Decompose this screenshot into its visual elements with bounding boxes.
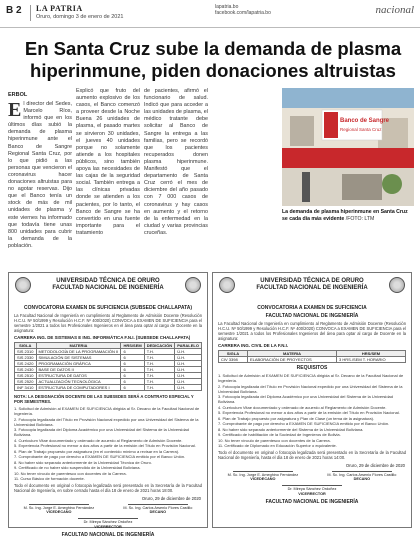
ad-career: CARRERA ING. CIVIL DE LA F.N.I. — [218, 343, 289, 349]
table-cell: Ú.H. — [175, 361, 202, 367]
table-cell: T.H. — [144, 355, 174, 361]
list-item: 3. Fotocopia legalizada del Diploma Académico por una Universidad del Sistema de la Universidad Boliviana. — [218, 394, 393, 405]
table-cell: INF 3410 — [15, 385, 37, 391]
ad-intro: La Facultad Nacional de Ingeniería en cumplimiento al Reglamento de Admisión Docente (Resolución H.C.U. Nº 50/1999 y Resolución H.C.F. Nº 400/2020) CONVOCA a EXAMEN DE SUFICIENCIA para el semestre 1/2021 a todos los Profesionales Ingenieros del área para optar al cargo de Docente en la asignatura: — [218, 321, 406, 342]
drop-cap: E — [8, 99, 22, 121]
list-item: 10. No tener vínculo de parentesco con docentes de la Carrera. — [218, 437, 331, 443]
ad-subtitle-2: FACULTAD NACIONAL DE INGENIERÍA — [265, 313, 359, 319]
signature-role: VICERRECTOR — [94, 524, 122, 529]
ad-university-name: UNIVERSIDAD TÉCNICA DE ORURO — [56, 278, 160, 284]
list-item: 4. Curriculum Vitae documentado y ordenado de acuerdo al Reglamento de Admisión Docente. — [14, 437, 183, 443]
article-photo — [282, 88, 414, 206]
ad-note: NOTA: LA DESIGNACIÓN DOCENTE DE LAS SUBSEDES SERÁ A CONTRATO ESPECIAL Y POR SEMESTRES. — [14, 394, 194, 405]
utno-ad-civil — [212, 272, 412, 528]
table-cell: SIS 2420 — [15, 361, 37, 367]
article-headline: En Santa Cruz sube la demanda de plasma hiperinmune, piden donaciones altruistas — [24, 38, 402, 81]
table-header-cell: MATERIA — [36, 343, 121, 349]
signature-name: Dr. Mireya Sánchez Ordoñez — [83, 520, 133, 525]
table-cell: 6 — [121, 379, 144, 385]
ad-date: Oruro, 29 de diciembre de 2020 — [345, 462, 405, 468]
table-cell: SIS 2510 — [15, 373, 37, 379]
newspaper-name: LA PATRIA — [36, 4, 83, 13]
table-cell: T.H. — [144, 385, 174, 391]
article-column-3: de pacientes, afirmó el funcionario de salud. Indicó que para acceder a las unidades de plasma, el médico tratante debe solicitar al Banco de Sangre la entrega a las familias, pero se recordó que los pacientes recuperados donen plasma hiperinmune. Manifestó que el departamento de Santa Cruz cerró el mes de diciembre del año pasado con 7 000 casos de coronavirus y hay casos en aumento y el retorno de la enfermedad en la ciudad y varias provincias cruceñas. — [144, 88, 208, 236]
list-item: 5. Experiencia Profesional no menor a dos años a partir de la emisión del Título en Provisión Nacional. — [14, 443, 196, 449]
page-number: B 2 — [6, 5, 22, 16]
list-item: 5. Experiencia Profesional no menor a dos años a partir de la emisión del Título en Provisión Nacional. — [218, 410, 400, 416]
signature-vicedecano — [24, 504, 95, 516]
signatures-bottom — [213, 485, 411, 497]
table-cell: Ú.H. — [175, 385, 202, 391]
list-item: 2. Fotocopia legalizada del Título en Provisión Nacional expedido por una Universidad del Sistema de la Universidad Boliviana. — [14, 416, 199, 427]
list-item: 11. Certificado de Diplomado en Educación Superior o equivalente. — [218, 443, 337, 449]
table-cell: SIS 2330 — [15, 355, 37, 361]
ad-footer: FACULTAD NACIONAL DE INGENIERÍA — [61, 531, 155, 538]
table-cell: ESTRUCTURA DE COMPUTADORES I — [36, 385, 121, 391]
photo-credit: /FOTO: LTM — [345, 215, 375, 222]
table-cell: Ú.H. — [175, 355, 202, 361]
table-cell: Ú.H. — [175, 349, 202, 355]
signatures — [9, 504, 207, 516]
list-item: 6. Plan de Trabajo propuesto por asignatura (en el contenido mínimo a revisar en la Carrera). — [14, 448, 180, 454]
table-header-cell: MATERIA — [247, 351, 336, 357]
signature-name: M. Sc. Ing. Carlos Arsenio Flores Castillo — [327, 472, 397, 477]
web-address[interactable]: lapatria.bo facebook.com/lapatria.bo — [215, 4, 271, 16]
list-item: 8. No haber sido separado anteriormente de la Universidad Técnica de Oruro. — [14, 459, 153, 465]
signature-name: M. Sc. Ing. Jorge E. Ameghino Fernández — [227, 472, 299, 477]
list-item: 6. Plan de Trabajo propuesto por asignatura y Plan de Clase (un tema de la asignatura). — [218, 415, 375, 421]
ad-career: CARRERA ING. DE SISTEMAS E ING. INFORMÁTICA F.N.I. (SUBSEDE CHALLAPATA) — [14, 335, 191, 341]
table-cell: 6 — [121, 349, 144, 355]
table-cell: SIS 2430 — [15, 367, 37, 373]
table-cell: Ú.H. — [175, 367, 202, 373]
ad-faculty-name: FACULTAD NACIONAL DE INGENIERÍA — [256, 285, 368, 291]
signature-vicedecano — [228, 471, 299, 483]
table-cell: SIS 2520 — [15, 379, 37, 385]
table-cell: T.H. — [144, 367, 174, 373]
list-item: 9. Certificado de habilitación de la Sociedad de Ingenieros de Bolivia. — [218, 432, 341, 438]
masthead-divider — [30, 5, 31, 21]
table-cell: ELABORACIÓN DE PROYECTOS — [247, 357, 336, 363]
list-item: 7. Comprobante de pago por derecho a EXAMEN DE SUFICIENCIA emitido por el Banco Unión. — [14, 454, 186, 460]
table-row — [219, 357, 406, 363]
table-cell: 3 HRS./SEM T. HORARIO — [337, 357, 406, 363]
list-item: 8. No haber sido separado anteriormente del Sistema de la Universidad Boliviana. — [218, 426, 364, 432]
signatures-bottom — [9, 518, 207, 530]
list-item: 7. Comprobante de pago por derecho a EXAMEN DE SUFICIENCIA emitido por el Banco Unión. — [218, 421, 390, 427]
ad-header — [9, 273, 207, 303]
table-header-cell: HRS/SEM — [121, 343, 144, 349]
table-header-cell: DEDICACIÓN — [144, 343, 174, 349]
signature-name: Dr. Mireya Sánchez Ordoñez — [287, 487, 337, 492]
blood-bank-photo-illustration — [282, 88, 414, 206]
subjects-table — [218, 350, 406, 363]
list-item: 4. Curriculum Vitae documentado y ordenado de acuerdo al Reglamento de Admisión Docente. — [218, 404, 387, 410]
list-item: 9. Certificado de no haber sido suspendido de la Universidad Boliviana. — [14, 465, 141, 471]
ad-subtitle: CONVOCATORIA EXAMEN DE SUFICIENCIA (SUBSEDE CHALLAPATA) — [23, 305, 193, 311]
ad-subtitle: CONVOCATORIA A EXAMEN DE SUFICIENCIA — [257, 305, 367, 311]
table-header-cell: HRS/SEM — [337, 351, 406, 357]
requirements-list — [14, 406, 202, 481]
table-cell: CIV 3398 — [219, 357, 248, 363]
table-cell: T.H. — [144, 361, 174, 367]
table-cell: 6 — [121, 355, 144, 361]
requirements-list — [218, 373, 406, 448]
table-cell: Ú.H. — [175, 373, 202, 379]
photo-caption-text: La demanda de plasma hiperinmune en Santa Cruz se cada día más evidente — [282, 209, 408, 222]
signature-decano — [123, 504, 192, 516]
signature-role: DECANO — [353, 477, 371, 482]
issue-date: Oruro, domingo 3 de enero de 2021 — [36, 14, 124, 20]
utno-ad-challapata — [8, 272, 208, 538]
ad-intro: La Facultad Nacional de Ingeniería en cumplimiento al Reglamento de Admisión Docente (Resolución H.C.U. Nº 50/1999 y Resolución H.C.F. Nº 400/2020) CONVOCA a EXAMEN DE SUFICIENCIA para el semestre 1/2021 a todos los Profesionales Ingenieros en el área para optar al cargo de Docente en la asignatura: — [14, 313, 202, 334]
list-item: 1. Solicitud de Admisión al EXAMEN DE SUFICIENCIA dirigida al Sr. Decano de la Facultad Nacional de Ingeniería. — [14, 406, 200, 417]
table-cell: BASE DE DATOS II — [36, 367, 121, 373]
signature-role: VICERRECTOR — [298, 491, 326, 496]
ad-closing: Todo el documento en original o fotocopia legalizada será presentado en la Secretaría de la Facultad Nacional de Ingeniería, en sobre cerrado hasta el día 18 de enero de 2021 horas 18:00. — [14, 483, 202, 494]
ad-faculty-name: FACULTAD NACIONAL DE INGENIERÍA — [52, 285, 164, 291]
article-column-1 — [8, 101, 72, 250]
list-item: 1. Solicitud de Admisión al EXAMEN DE SUFICIENCIA dirigida al Sr. Decano de la Facultad Nacional de Ingeniería. — [218, 373, 404, 384]
table-header-cell: SIGLA — [219, 351, 248, 357]
faculty-crest-icon — [185, 277, 201, 293]
signature-name: M. Sc. Ing. Carlos Arsenio Flores Castillo — [123, 505, 193, 510]
section-name: nacional — [375, 4, 414, 16]
ad-closing: Todo el documento en original o fotocopia legalizada será presentado en la Secretaría de la Facultad Nacional de Ingeniería, hasta el día 18 de enero de 2021 horas 14:00. — [218, 450, 406, 461]
signature-role: VICEDECANO — [46, 510, 72, 515]
table-cell: 6 — [121, 385, 144, 391]
table-cell: SIS 2310 — [15, 349, 37, 355]
signature-vicerrector — [282, 485, 342, 497]
requirements-title: REQUISITOS — [296, 365, 328, 372]
university-crest-icon — [15, 277, 31, 293]
table-row — [15, 385, 202, 391]
subjects-table — [14, 342, 202, 391]
list-item: 10. No tener vínculo de parentesco con docentes de la Carrera. — [14, 470, 127, 476]
table-header-cell: PARALELO — [175, 343, 202, 349]
table-cell: Ú.H. — [175, 379, 202, 385]
ad-university-name: UNIVERSIDAD TÉCNICA DE ORURO — [260, 278, 364, 284]
ad-footer: FACULTAD NACIONAL DE INGENIERÍA — [265, 498, 359, 505]
article-byline: ERBOL — [8, 92, 28, 98]
ad-date: Oruro, 29 de diciembre de 2020 — [141, 495, 201, 501]
photo-sign-line-1: Banco de Sangre — [340, 118, 390, 124]
signature-role: DECANO — [149, 510, 167, 515]
table-cell: 6 — [121, 367, 144, 373]
signature-vicerrector — [78, 518, 138, 530]
table-cell: SIMULACIÓN DE SISTEMAS — [36, 355, 121, 361]
signature-role: VICEDECANO — [250, 477, 276, 482]
list-item: 3. Fotocopia legalizada del Diploma Académico por una Universidad del Sistema de la Universidad Boliviana. — [14, 427, 189, 438]
university-crest-icon — [219, 277, 235, 293]
list-item: 11. Curso Básico de formación docente. — [14, 476, 85, 482]
table-cell: T.H. — [144, 373, 174, 379]
table-cell: T.H. — [144, 349, 174, 355]
table-cell: METODOLOGÍA DE LA PROGRAMACIÓN II — [36, 349, 121, 355]
masthead — [0, 0, 420, 28]
article-column-2: Explicó que fruto del aumento explosivo de los casos, el Banco comenzó a proveer desde la Noche Buena 26 unidades de plasma, el pasado martes se sirvieron 30 unidades, el jueves 40 unidades porque no solamente atiende a los hospitales públicos, sino también apoya las necesidades de las cajas de la seguridad social. También entrega a las clínicas privadas donde se atienden a los pacientes, por lo tanto, el Banco de Sangre se ha convertido en una fuente importante para el tratamiento — [76, 88, 140, 236]
signature-name: M. Sc. Ing. Jorge E. Ameghino Fernández — [23, 505, 95, 510]
faculty-crest-icon — [389, 277, 405, 293]
table-cell: 6 — [121, 361, 144, 367]
table-header-cell: SIGLA — [15, 343, 37, 349]
table-cell: T.H. — [144, 379, 174, 385]
list-item: 2. Fotocopia legalizada del Título en Provisión Nacional expedido por una Universidad del Sistema de la Universidad Boliviana. — [218, 383, 403, 394]
photo-sign-line-2: Regional Santa Cruz — [340, 127, 382, 132]
signature-decano — [327, 471, 396, 483]
table-cell: PROGRAMACIÓN GRÁFICA — [36, 361, 121, 367]
table-cell: ESTRUCTURA DE DATOS — [36, 373, 121, 379]
ad-header — [213, 273, 411, 303]
table-cell: ACTUALIZACIÓN TECNOLÓGICA — [36, 379, 121, 385]
signatures — [213, 471, 411, 483]
article-column-1-text: l director del Sedes, Marcelo Ríos, informó que en los últimos días subió la demanda de plasma hiperinmune ante el Banco de Sangre Regional Santa Cruz, por lo que pidió a las personas que vencieron el coronavirus hacer donaciones altruistas para no agotar reservas. Dijo que el Banco tenía un stock de más de mil unidades de plasma y este viernes ha informado que todavía tiene unas 800 unidades para cubrir la demanda de la población. — [8, 101, 72, 249]
photo-caption — [282, 209, 414, 223]
table-cell: 6 — [121, 373, 144, 379]
